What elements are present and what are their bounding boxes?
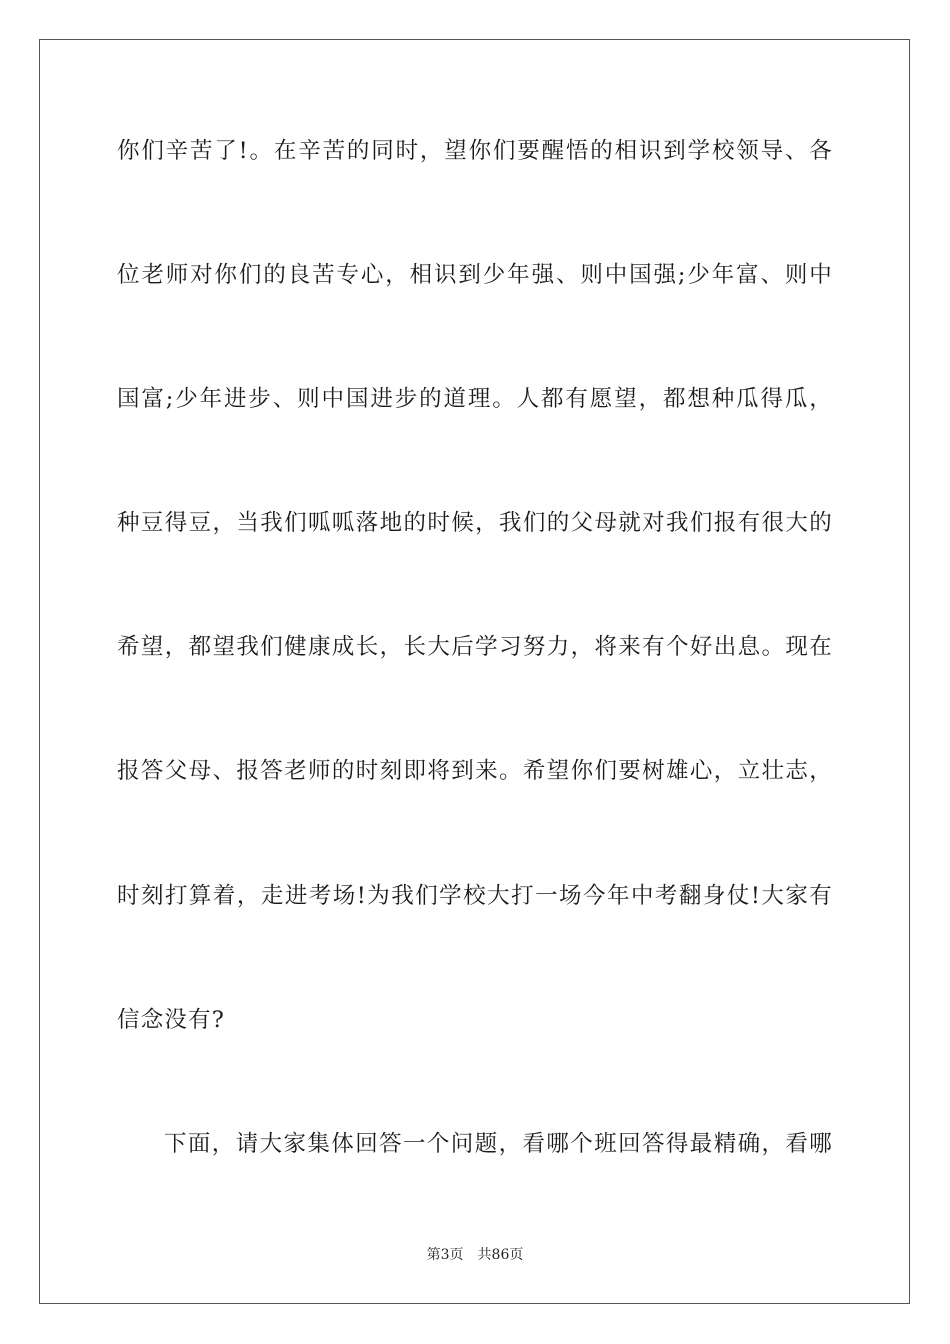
paragraph-line: 种豆得豆，当我们呱呱落地的时候，我们的父母就对我们报有很大的	[117, 510, 833, 536]
paragraph-line: 报答父母、报答老师的时刻即将到来。希望你们要树雄心，立壮志，	[117, 758, 833, 784]
paragraph-line: 国富;少年进步、则中国进步的道理。人都有愿望，都想种瓜得瓜，	[117, 386, 833, 412]
paragraph-line: 下面，请大家集体回答一个问题，看哪个班回答得最精确，看哪	[164, 1131, 833, 1157]
paragraph-line: 信念没有?	[117, 1007, 226, 1033]
paragraph-line: 你们辛苦了!。在辛苦的同时，望你们要醒悟的相识到学校领导、各	[117, 138, 833, 164]
page-number: 第3页	[426, 1247, 464, 1263]
page-footer	[0, 1245, 950, 1265]
paragraph-line: 希望，都望我们健康成长，长大后学习努力，将来有个好出息。现在	[117, 634, 833, 660]
paragraph-line: 时刻打算着，走进考场!为我们学校大打一场今年中考翻身仗!大家有	[117, 883, 833, 909]
page-total: 共86页	[477, 1247, 524, 1263]
paragraph-line: 位老师对你们的良苦专心，相识到少年强、则中国强;少年富、则中	[117, 262, 833, 288]
page-border	[39, 39, 910, 1304]
